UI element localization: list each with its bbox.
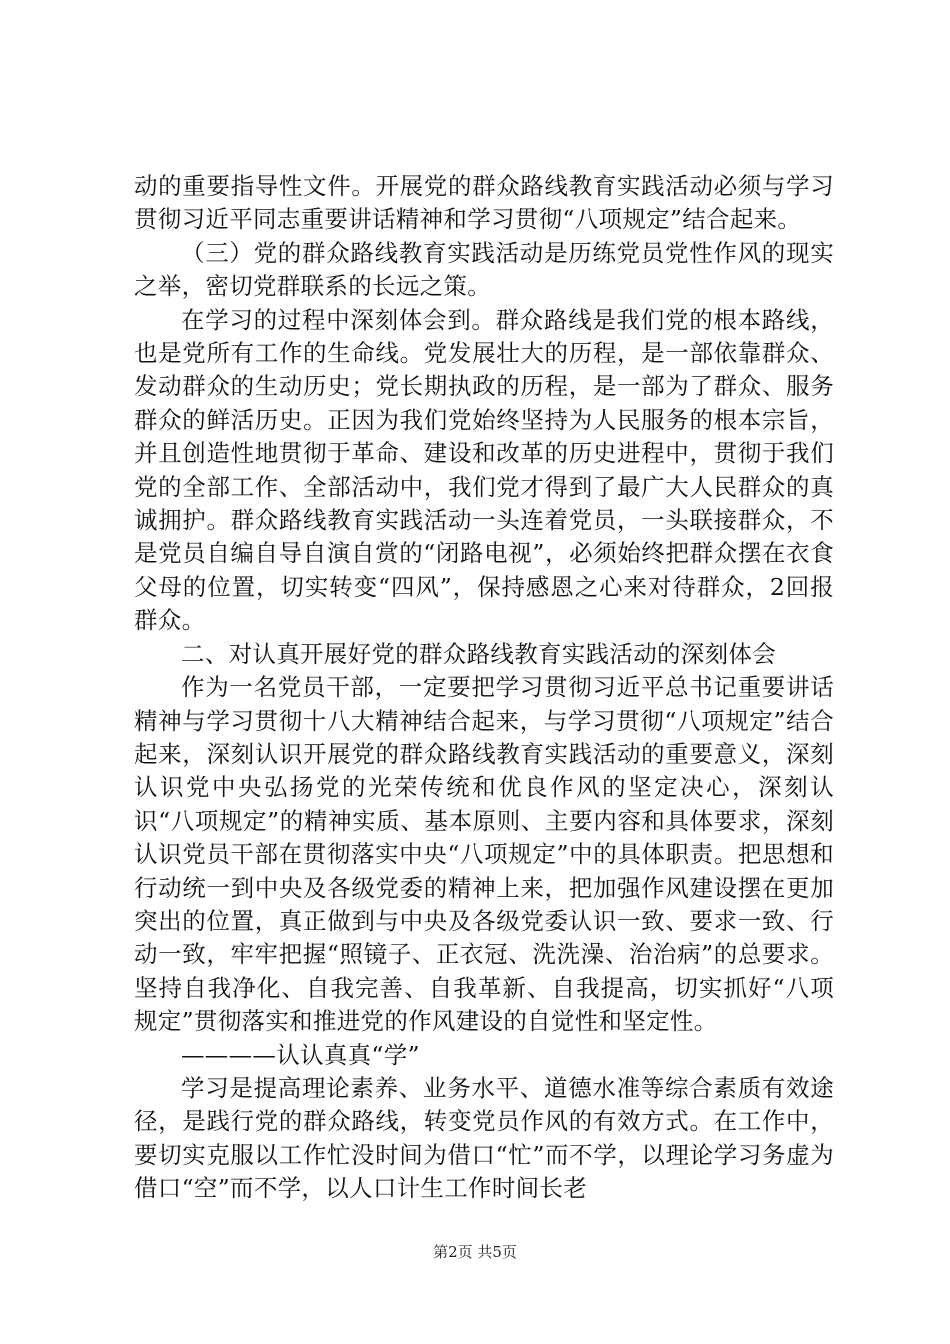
- paragraph-section-three: （三）党的群众路线教育实践活动是历练党员党性作风的现实之举，密切党群联系的长远之策。: [134, 238, 834, 301]
- body-text: [134, 170, 834, 1206]
- page-number-footer: 第2页 共5页: [433, 1243, 517, 1261]
- subheading-study: ————认认真真“学”: [181, 1040, 420, 1069]
- paragraph-mass-line: 在学习的过程中深刻体会到。群众路线是我们党的根本路线，也是党所有工作的生命线。党发展壮大的历程，是一部依靠群众、发动群众的生动历史；党长期执政的历程，是一部为了群众、服务群众的鲜活历史。正因为我们党始终坚持为人民服务的根本宗旨，并且创造性地贯彻于革命、建设和改革的历史进程中，贯彻于我们党的全部工作、全部活动中，我们党才得到了最广大人民群众的真诚拥护。群众路线教育实践活动一头连着党员，一头联接群众，不是党员自编自导自演自赏的“闭路电视”，必须始终把群众摆在衣食父母的位置，切实转变“四风”，保持感恩之心来对待群众，2回报群众。: [134, 305, 834, 635]
- paragraph-continuation: 动的重要指导性文件。开展党的群众路线教育实践活动必须与学习贯彻习近平同志重要讲话精神和学习贯彻“八项规定”结合起来。: [134, 172, 834, 234]
- section-heading-two: 二、对认真开展好党的群众路线教育实践活动的深刻体会: [181, 639, 776, 668]
- paragraph-study: 学习是提高理论素养、业务水平、道德水准等综合素质有效途径，是践行党的群众路线，转变党员作风的有效方式。在工作中，要切实克服以工作忙没时间为借口“忙”而不学，以理论学习务虚为借口“空”而不学，以人口计生工作时间长老: [134, 1073, 834, 1203]
- paragraph-party-member: 作为一名党员干部，一定要把学习贯彻习近平总书记重要讲话精神与学习贯彻十八大精神结合起来，与学习贯彻“八项规定”结合起来，深刻认识开展党的群众路线教育实践活动的重要意义，深刻认识党中央弘扬党的光荣传统和优良作风的坚定决心，深刻认识“八项规定”的精神实质、基本原则、主要内容和具体要求，深刻认识党员干部在贯彻落实中央“八项规定”中的具体职责。把思想和行动统一到中央及各级党委的精神上来，把加强作风建设摆在更加突出的位置，真正做到与中央及各级党委认识一致、要求一致、行动一致，牢牢把握“照镜子、正衣冠、洗洗澡、治治病”的总要求。坚持自我净化、自我完善、自我革新、自我提高，切实抓好“八项规定”贯彻落实和推进党的作风建设的自觉性和坚定性。: [134, 673, 834, 1036]
